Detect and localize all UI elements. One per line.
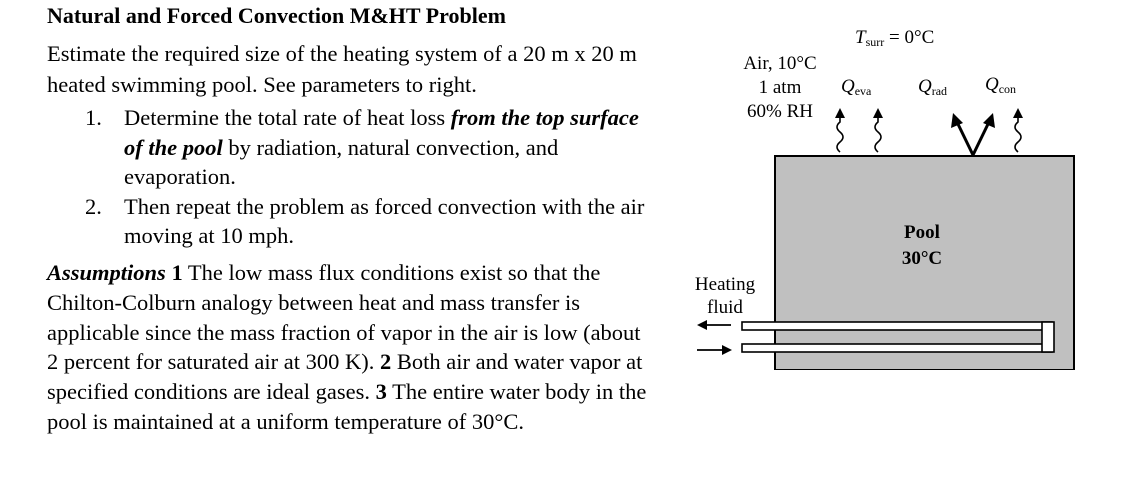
air-temperature: Air, 10°C: [743, 53, 817, 74]
task-item: [47, 192, 647, 251]
air-conditions-label: [730, 52, 830, 124]
assumptions-paragraph: [47, 258, 652, 437]
surrounding-temperature-label: $T_{surr} = 0^\circ C$: [855, 27, 935, 49]
problem-title: Natural and Forced Convection M&HT Problem: [47, 3, 506, 28]
pool-label: Pool 30°C: [901, 222, 943, 269]
air-pressure: 1 atm: [758, 77, 802, 98]
task-text: Determine the total rate of heat loss: [124, 105, 451, 130]
task-emphasis: from the top surface of the pool: [124, 105, 639, 160]
problem-intro: Estimate the required size of the heating system of a 20 m x 20 m heated swimming pool. See parameters to right.: [47, 41, 637, 97]
assumption-number: 2: [380, 349, 392, 375]
assumptions-label: Assumptions: [47, 260, 166, 285]
evaporation-arrow: [873, 108, 883, 152]
air-humidity: 60% RH: [747, 101, 813, 122]
q-evaporation-label: $Q_{eva}$: [841, 76, 872, 98]
convection-arrow: [1013, 108, 1023, 152]
q-convection-label: $Q_{con}$: [985, 74, 1017, 96]
task-number: 2.: [85, 193, 102, 219]
task-text: Then repeat the problem as forced convection with the air moving at 10 mph.: [124, 193, 645, 248]
assumption-number: 1: [171, 260, 183, 285]
q-radiation-label: $Q_{rad}$: [918, 76, 948, 98]
task-text: by radiation, natural convection, and evaporation.: [124, 134, 559, 189]
fluid-in-arrow: [697, 345, 732, 355]
assumption-text: The entire water body in the pool is maintained at a uniform temperature of 30°C.: [47, 379, 647, 434]
assumption-number: 3: [375, 379, 387, 405]
assumption-text: Both air and water vapor at specified conditions are ideal gases.: [47, 349, 643, 405]
assumption-text: The low mass flux conditions exist so that the Chilton-Colburn analogy between heat and mass transfer is applicable since the mass fraction of vapor in the air is low (about 2 percent for saturated air at 300 K).: [47, 260, 641, 375]
task-item: [47, 103, 647, 192]
task-number: 1.: [85, 105, 102, 130]
radiation-arrow: [951, 113, 995, 155]
fluid-out-arrow: [697, 320, 731, 330]
task-list: [47, 103, 647, 251]
evaporation-arrow: [835, 108, 845, 152]
heating-fluid-label: Heating fluid: [694, 274, 756, 318]
